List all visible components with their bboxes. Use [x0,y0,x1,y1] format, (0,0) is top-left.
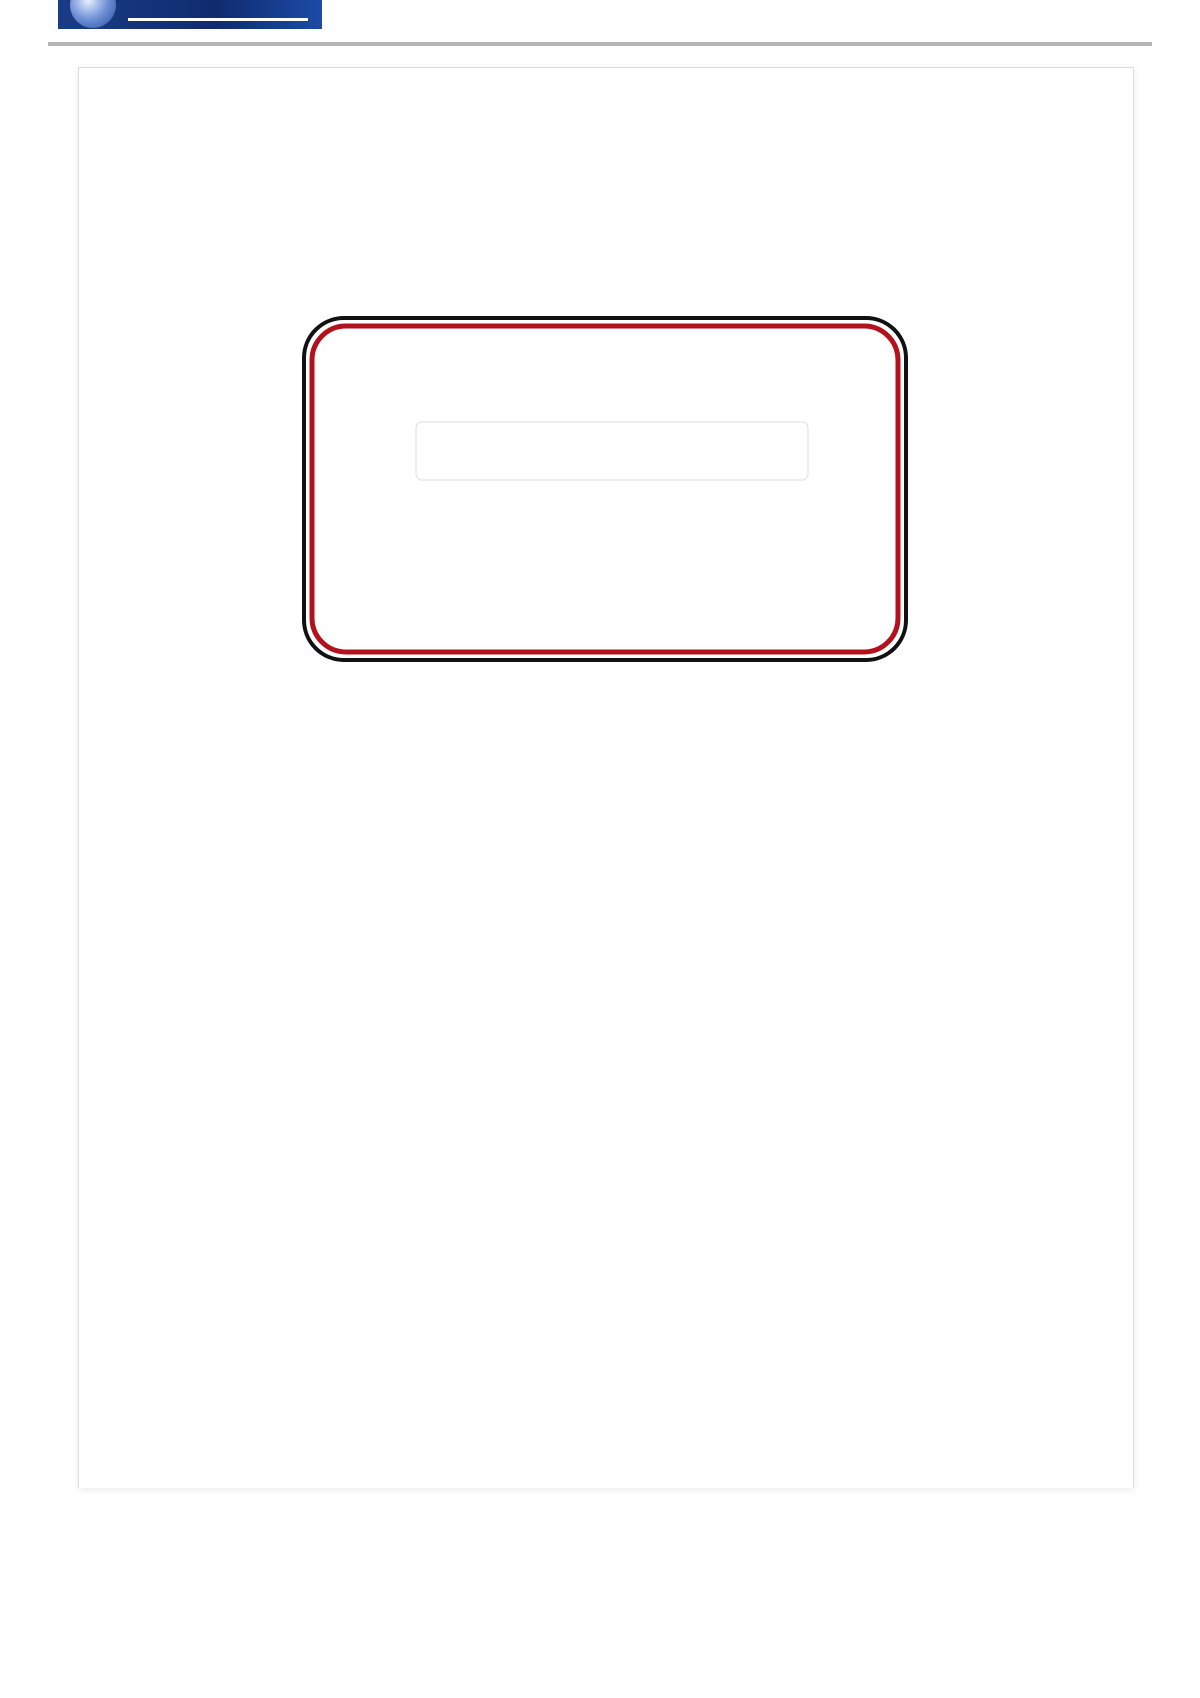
hero-frame-inner [312,326,898,652]
print-footer [48,1663,1152,1683]
banner-box [416,422,808,480]
header-divider [48,42,1152,46]
site-logo[interactable] [58,0,322,29]
globe-logo-icon [70,0,116,28]
hero-image [302,316,908,662]
article-card [78,67,1134,1488]
logo-underline [128,18,308,21]
hero-graphic [302,316,908,662]
